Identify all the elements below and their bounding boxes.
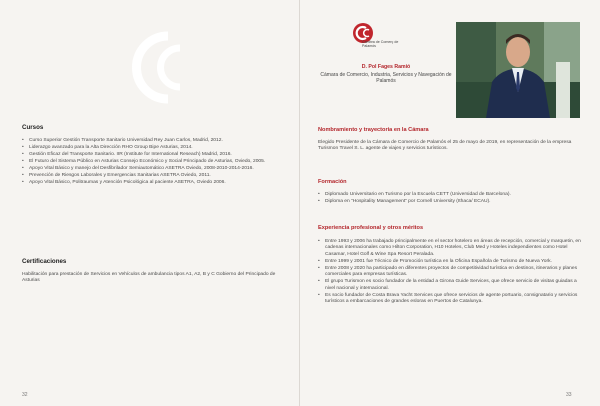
list-item: • Apoyo Vital Básico, Politraumas y Atención Psicológica al paciente ASETRA, Oviedo 2006. [22,180,284,186]
chamber-logo-text: Cambra de Comerç de Palamós [362,40,399,49]
list-item: • Entre 1999 y 2001 fue Técnico de Promoción turística en la Oficina Española de Turismo de Nueva York. [318,259,584,265]
experience-list [318,239,584,306]
list-item: • Gestión Eficaz del Transporte Sanitario. IIR (Institute for International Reseach) Madrid, 2016. [22,152,284,158]
list-item: • Es socio fundador de Costa Brava Yacht Services que ofrece servicios de agente portuario, consignatario y servicios turísticos a embarcaciones de grandes esloras en Puertos de Catalunya. [318,293,584,306]
portrait-photo [456,22,580,118]
list-item: • El grupo Turismon es socio fundador de la entidad a Girona Guide Services, que ofrece servicio de visitas guiadas a nivel nacional y internacional. [318,279,584,292]
list-item: • El Futuro del Sistema Público en Asturias Consejo Económico y Social Principado de Asturias, Oviedo, 2005. [22,159,284,165]
list-item: • Prevención de Riesgos Laborales y Emergencias Sanitarias ASETRA Oviedo, 2011. [22,173,284,179]
list-item: • Curso Superior Gestión Transporte Sanitario Universidad Rey Juan Carlos, Madrid, 2012. [22,138,284,144]
person-role: Cámara de Comercio, Industria, Servicios y Navegación de Palamós [320,72,452,85]
courses-heading: Cursos [22,124,44,131]
education-list [318,192,584,206]
list-item: • Diploma en “Hospitality Management” por Cornell University (Ithaca/ ECAU). [318,199,584,205]
experience-heading: Experiencia profesional y otros méritos [318,225,424,231]
list-item: • Entre 1993 y 2006 ha trabajado principalmente en el sector hotelero en áreas de recepción, comercial y marquetin, en cadenas internacionales como Hilton Corporation, H10 Hoteles, Club Med y Hoteles independientes como Hotel Casamar, Hotel Golf & Wine Spa Resort Peralada. [318,239,584,258]
list-item: • Entre 2008 y 2020 ha participado en diferentes proyectos de competitividad turística en destinos, itinerarios y planes comerciales para empresas turísticas. [318,266,584,279]
list-item: • Liderazgo avanzado para la Alta Dirección RHO Group Bipe Asturias, 2014. [22,145,284,151]
courses-list [22,138,284,187]
certifications-heading: Certificaciones [22,258,67,265]
page-number-right: 33 [566,392,572,398]
page-number-left: 32 [22,392,28,398]
appointment-text: Elegido Presidente de la Cámara de Comercio de Palamós el 25 de mayo de 2019, en representación de la empresa Turismon Travel S. L. agente de viajes y servicios turísticos. [318,140,572,152]
person-name: D. Pol Fages Ramió [361,64,411,70]
list-item: • Apoyo Vital Básico y manejo del Desfibrilador Semiautomático ASETRA Oviedo, 2008-2010-2014-2016. [22,166,284,172]
education-heading: Formación [318,179,347,185]
certifications-text: Habilitación para prestación de Servicios en Vehículos de ambulancia tipos A1, A2, B y C Gobierno del Principado de Asturias [22,272,276,284]
appointment-heading: Nombramiento y trayectoria en la Cámara [318,127,429,133]
list-item: • Diplomado Universitario en Turismo por la Escuela CETT (Universidad de Barcelona). [318,192,584,198]
chamber-cc-logo [128,30,198,105]
